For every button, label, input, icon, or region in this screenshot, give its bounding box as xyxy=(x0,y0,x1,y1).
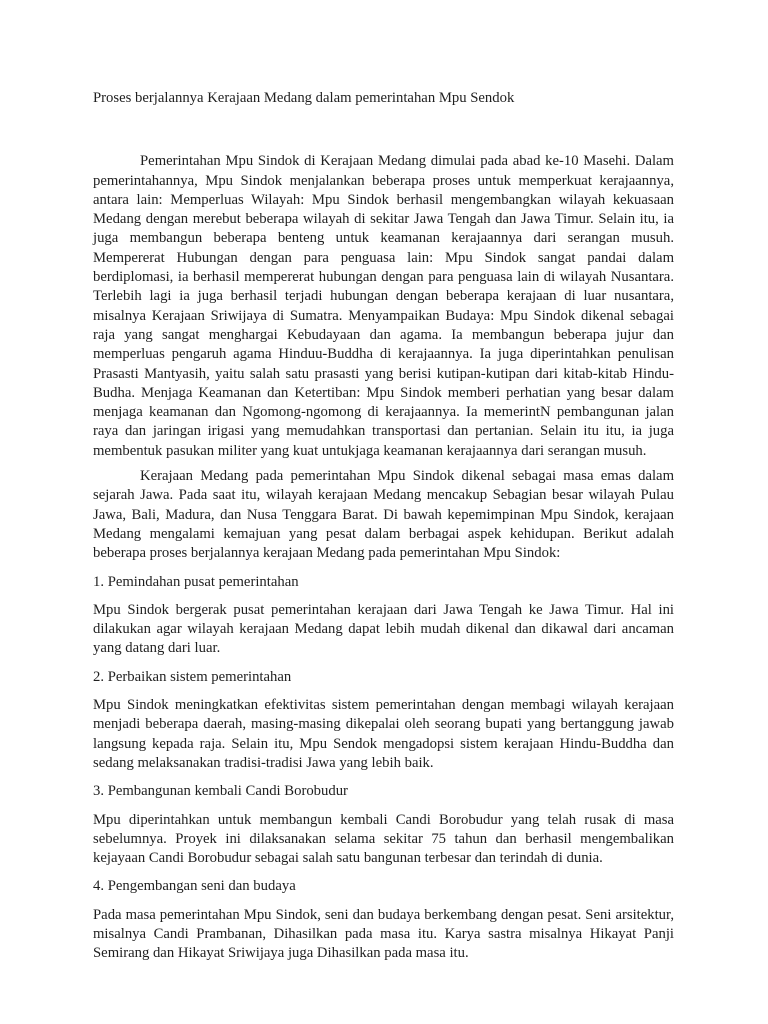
section-heading: 3. Pembangunan kembali Candi Borobudur xyxy=(93,783,348,800)
document-content xyxy=(93,89,674,973)
section-heading: 1. Pemindahan pusat pemerintahan xyxy=(93,573,299,590)
section-body: Mpu Sindok bergerak pusat pemerintahan kerajaan dari Jawa Tengah ke Jawa Timur. Hal ini dilakukan agar wilayah kerajaan Medang dapat lebih mudah dikenal dan dikawal dari ancaman yang datang dari luar. xyxy=(93,601,674,657)
document-title: Proses berjalannya Kerajaan Medang dalam pemerintahan Mpu Sendok xyxy=(93,90,515,106)
section-body: Mpu Sindok meningkatkan efektivitas sistem pemerintahan dengan membagi wilayah kerajaan menjadi beberapa daerah, masing-masing dikepalai oleh seorang bupati yang bertanggung jawab langsung kepada raja. Selain itu, Mpu Sendok mengadopsi sistem kerajaan Hindu-Buddha dan sedang melaksanakan tradisi-tradisi Jawa yang lebih baik. xyxy=(93,697,674,771)
section-heading: 2. Perbaikan sistem pemerintahan xyxy=(93,668,292,685)
section-heading: 4. Pengembangan seni dan budaya xyxy=(93,878,296,895)
section-body: Pada masa pemerintahan Mpu Sindok, seni dan budaya berkembang dengan pesat. Seni arsitektur, misalnya Candi Prambanan, Dihasilkan pada masa itu. Karya sastra misalnya Hikayat Panji Semirang dan Hikayat Sriwijaya juga Dihasilkan pada masa itu. xyxy=(93,906,674,962)
intro-paragraph: Kerajaan Medang pada pemerintahan Mpu Sindok dikenal sebagai masa emas dalam sejarah Jawa. Pada saat itu, wilayah kerajaan Medang mencakup Sebagian besar wilayah Pulau Jawa, Bali, Madura, dan Nusa Tenggara Barat. Di bawah kepemimpinan Mpu Sindok, kerajaan Medang mengalami kemajuan yang pesat dalam berbagai aspek kehidupan. Berikut adalah beberapa proses berjalannya kerajaan Medang pada pemerintahan Mpu Sindok: xyxy=(93,468,674,562)
intro-paragraph: Pemerintahan Mpu Sindok di Kerajaan Medang dimulai pada abad ke-10 Masehi. Dalam pemerintahannya, Mpu Sindok menjalankan beberapa proses untuk memperkuat kerajaannya, antara lain: Memperluas Wilayah: Mpu Sindok berhasil mengembangkan wilayah kekuasaan Medang dengan merebut beberapa wilayah di sekitar Jawa Tengah dan Jawa Timur. Selain itu, ia juga membangun beberapa benteng untuk keamanan kerajaannya dari serangan musuh. Mempererat Hubungan dengan para penguasa lain: Mpu Sindok sangat pandai dalam berdiplomasi, ia berhasil mempererat hubungan dengan para penguasa lain di wilayah Nusantara. Terlebih lagi ia juga berhasil terjadi hubungan dengan beberapa kerajaan di luar nusantara, misalnya Kerajaan Sriwijaya di Sumatra. Menyampaikan Budaya: Mpu Sindok dikenal sebagai raja yang sangat menghargai Kebudayaan dan agama. Ia membangun beberapa jujur dan memperluas pengaruh agama Hinduu-Buddha di kerajaannya. Ia juga diperintahkan penulisan Prasasti Mantyasih, yaitu salah satu prasasti yang berisi kutipan-kutipan dari kitab-kitab Hindu-Budha. Menjaga Keamanan dan Ketertiban: Mpu Sindok memberi perhatian yang besar dalam menjaga keamanan dan Ngomong-ngomong di kerajaannya. Ia memerintN pembangunan jalan raya dan jaringan irigasi yang memudahkan transportasi dan pertanian. Selain itu itu, ia juga membentuk pasukan militer yang kuat untukjaga keamanan kerajaannya dari serangan musuh. xyxy=(93,153,674,459)
section-body: Mpu diperintahkan untuk membangun kembali Candi Borobudur yang telah rusak di masa sebelumnya. Proyek ini dilaksanakan selama sekitar 75 tahun dan berhasil mengembalikan kejayaan Candi Borobudur sebagai salah satu bangunan terbesar dan terindah di dunia. xyxy=(93,811,674,867)
